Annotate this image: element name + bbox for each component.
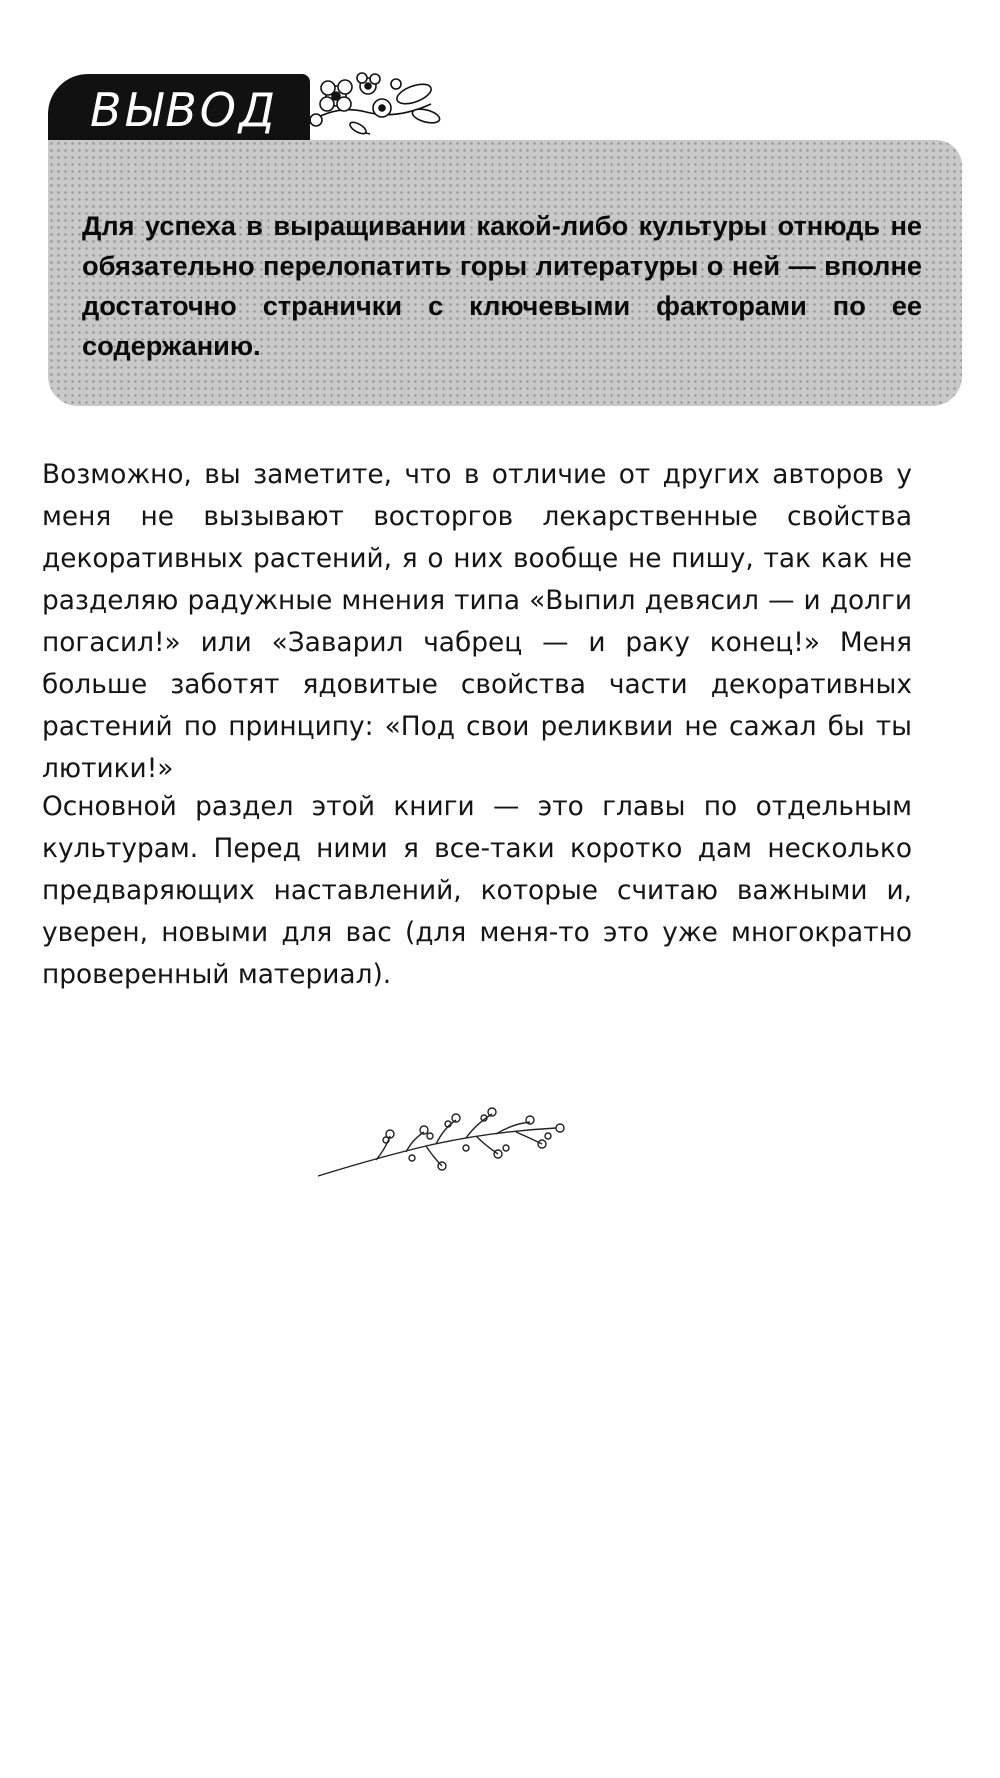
body-paragraph: Основной раздел этой книги — это главы по отдельным культурам. Перед ними я все-таки коротко дам несколько предваряющих наставлений, которые считаю важными и, уверен, новыми для вас (для меня-то это уже многократно проверенный материал). bbox=[42, 791, 912, 990]
body-paragraph: Возможно, вы заметите, что в отличие от других авторов у меня не вызывают восторгов лекарственные свойства декоративных растений, я о них вообще не пишу, так как не разделяю радужные мнения типа «Выпил девясил — и долги погасил!» или «Заварил чабрец — и раку конец!» Меня больше заботят ядовитые свойства части декоративных растений по принципу: «Под свои реликвии не сажал бы ты лютики!» bbox=[42, 459, 912, 784]
plant-sprig-icon bbox=[316, 1088, 596, 1183]
summary-text: Для успеха в выращивании какой-либо культуры отнюдь не обязательно перелопатить горы литературы о ней — вполне достаточно странички с ключевыми факторами по ее содержанию. bbox=[82, 210, 922, 361]
summary-heading: ВЫВОД bbox=[90, 83, 278, 137]
flower-cluster-icon bbox=[296, 64, 446, 144]
